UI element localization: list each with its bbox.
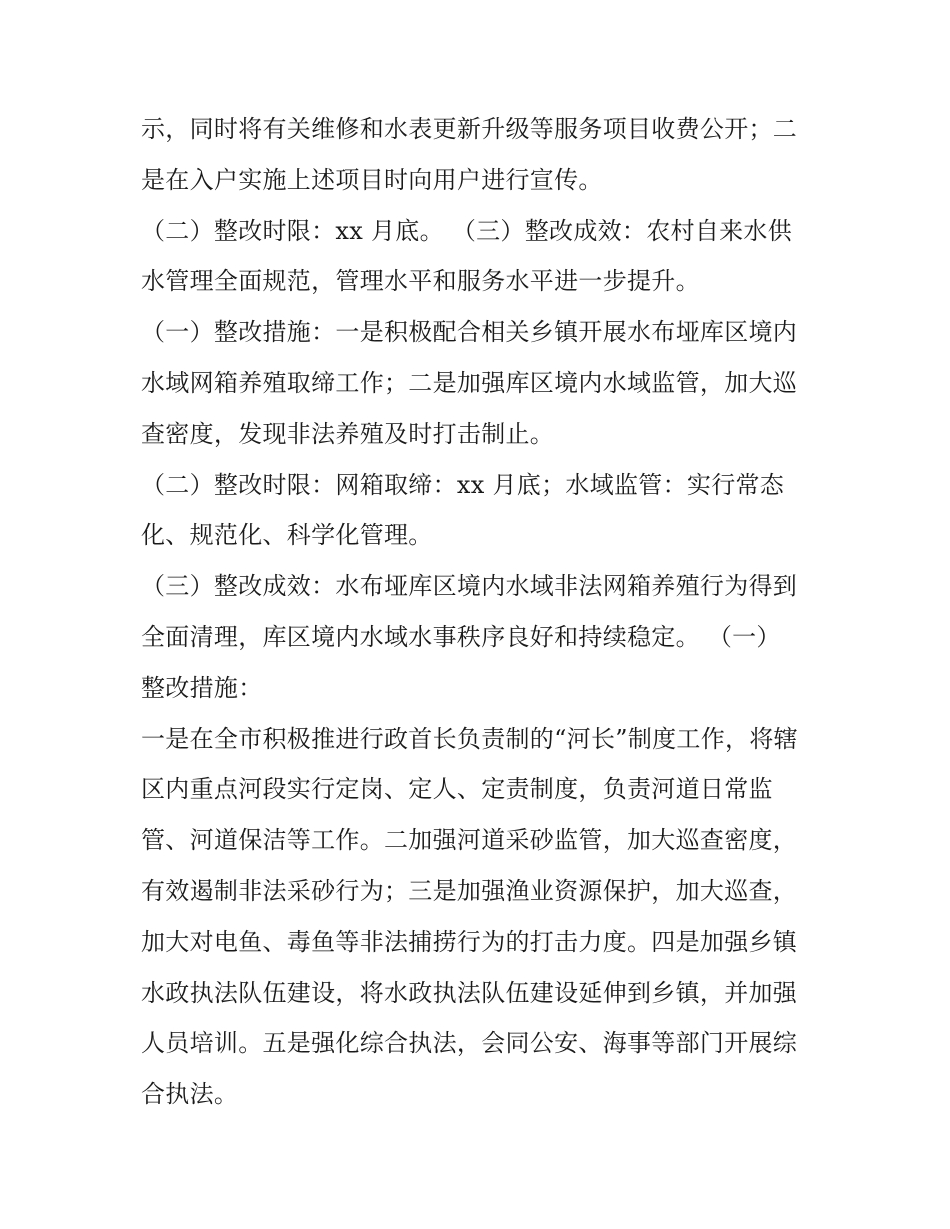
text-line: （二）整改时限：网箱取缔：xx 月底；水域监管：实行常态 — [141, 470, 785, 499]
body-text — [141, 104, 821, 1120]
text-line: 是在入户实施上述项目时向用户进行宣传。 — [141, 165, 603, 194]
text-line: 加大对电鱼、毒鱼等非法捕捞行为的打击力度。四是加强乡镇 — [141, 927, 798, 956]
text-line: 水政执法队伍建设，将水政执法队伍建设延伸到乡镇，并加强 — [141, 978, 798, 1007]
text-line: 整改措施： — [141, 673, 263, 702]
text-line: 区内重点河段实行定岗、定人、定责制度，负责河道日常监 — [141, 775, 773, 804]
text-line: 管、河道保洁等工作。二加强河道采砂监管，加大巡查密度， — [141, 826, 798, 855]
text-line: （三）整改成效：水布垭库区境内水域非法网箱养殖行为得到 — [141, 572, 798, 601]
text-line: 示，同时将有关维修和水表更新升级等服务项目收费公开；二 — [141, 115, 798, 143]
text-line: （一）整改措施：一是积极配合相关乡镇开展水布垭库区境内 — [141, 318, 798, 347]
text-line: 查密度，发现非法养殖及时打击制止。 — [141, 419, 555, 448]
text-line: （二）整改时限：xx 月底。 （三）整改成效：农村自来水供 — [141, 216, 793, 245]
text-line: 化、规范化、科学化管理。 — [141, 521, 433, 550]
text-line: 合执法。 — [141, 1080, 239, 1109]
text-line: 人员培训。五是强化综合执法，会同公安、海事等部门开展综 — [141, 1029, 798, 1058]
text-line: 全面清理，库区境内水域水事秩序良好和持续稳定。 （一） — [141, 622, 781, 651]
text-line: 水管理全面规范，管理水平和服务水平进一步提升。 — [141, 267, 700, 296]
text-line: 有效遏制非法采砂行为；三是加强渔业资源保护，加大巡查， — [141, 876, 798, 905]
text-line: 水域网箱养殖取缔工作；二是加强库区境内水域监管，加大巡 — [141, 368, 798, 397]
text-line: 一是在全市积极推进行政首长负责制的“河长”制度工作，将辖 — [141, 724, 798, 753]
